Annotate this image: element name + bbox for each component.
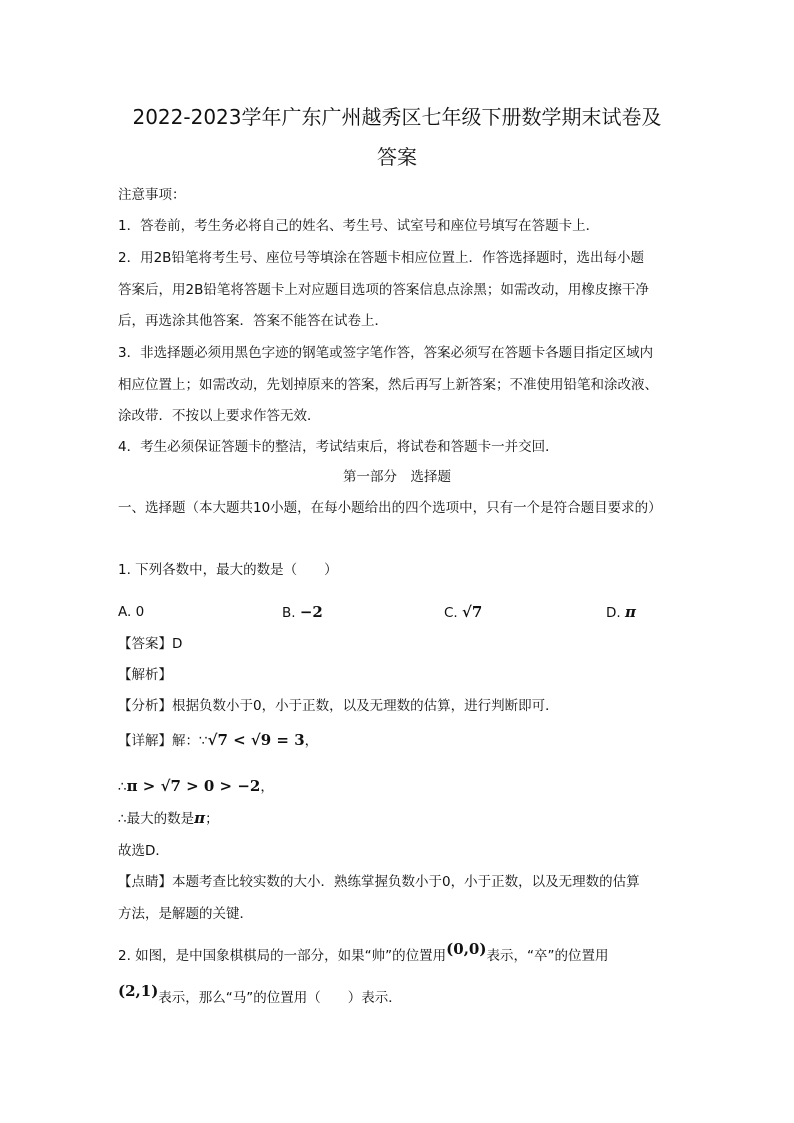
q1-option-d [606, 602, 636, 623]
q1-choose: 故选D． [118, 843, 169, 859]
q1-fenxi: 【分析】根据负数小于0，小于正数，以及无理数的估算，进行判断即可． [118, 698, 559, 714]
q1-answer: 【答案】D [118, 636, 183, 652]
q1-comment: 方法，是解题的关键． [118, 906, 253, 922]
text: 表示，那么“马”的位置用（ ）表示． [158, 990, 402, 1006]
math: (0,0) [446, 940, 487, 958]
text: 表示，“卒”的位置用 [486, 948, 609, 964]
note-line: 3．非选择题必须用黑色字迹的钢笔或签字笔作答，答案必须写在答题卡各题目指定区域内 [118, 345, 654, 361]
option-value: −2 [299, 603, 323, 621]
math: π [194, 809, 206, 827]
q1-option-a [118, 602, 144, 622]
section-title: 一、选择题（本大题共10小题，在每小题给出的四个选项中，只有一个是符合题目要求的） [118, 500, 662, 516]
option-value: π [624, 603, 636, 621]
q1-option-b [282, 602, 323, 623]
option-label: D. [606, 605, 621, 621]
text: ， [260, 779, 274, 795]
text: ∴ [118, 779, 127, 795]
note-line: 答案后，用2B铅笔将答题卡上对应题目选项的答案信息点涂黑；如需改动，用橡皮擦干净 [118, 282, 649, 298]
option-label: C. [444, 605, 458, 621]
doc-title-line2: 答案 [377, 145, 417, 169]
math: √7 < √9 = 3 [207, 731, 305, 749]
option-label: B. [282, 605, 296, 621]
note-line: 1．答卷前，考生务必将自己的姓名、考生号、试室号和座位号填写在答题卡上． [118, 218, 600, 234]
note-line: 后，再选涂其他答案．答案不能答在试卷上． [118, 313, 388, 329]
part-title: 第一部分 选择题 [343, 469, 451, 485]
text: ； [205, 811, 219, 827]
note-line: 2．用2B铅笔将考生号、座位号等填涂在答题卡相应位置上．作答选择题时，选出每小题 [118, 250, 644, 266]
note-line: 相应位置上；如需改动，先划掉原来的答案，然后再写上新答案；不准使用铅笔和涂改液、 [118, 377, 658, 393]
q1-step2 [118, 776, 274, 797]
q1-stem: 1. 下列各数中，最大的数是（ ） [118, 562, 338, 578]
math: π > √7 > 0 > −2 [126, 777, 261, 795]
doc-title-line1: 2022-2023学年广东广州越秀区七年级下册数学期末试卷及 [132, 105, 662, 129]
option-label: A. [118, 604, 132, 620]
text: ， [304, 733, 319, 749]
q1-step3 [118, 808, 219, 829]
math: (2,1) [118, 982, 159, 1000]
text: 【详解】解：∵ [118, 733, 208, 749]
text: ∴最大的数是 [118, 811, 195, 827]
q1-detail [118, 730, 318, 751]
notes-heading: 注意事项： [118, 187, 186, 203]
note-line: 涂改带．不按以上要求作答无效． [118, 408, 321, 424]
option-value: 0 [135, 604, 145, 620]
q1-comment: 【点睛】本题考查比较实数的大小．熟练掌握负数小于0，小于正数，以及无理数的估算 [118, 874, 640, 890]
q2-stem-line1 [118, 940, 609, 966]
q2-stem-line2 [118, 982, 402, 1008]
q1-analysis-heading: 【解析】 [118, 667, 172, 683]
note-line: 4．考生必须保证答题卡的整洁，考试结束后，将试卷和答题卡一并交回． [118, 439, 559, 455]
text: 2. 如图，是中国象棋棋局的一部分，如果“帅”的位置用 [118, 948, 447, 964]
option-value: √7 [462, 603, 483, 621]
q1-option-c [444, 602, 482, 623]
